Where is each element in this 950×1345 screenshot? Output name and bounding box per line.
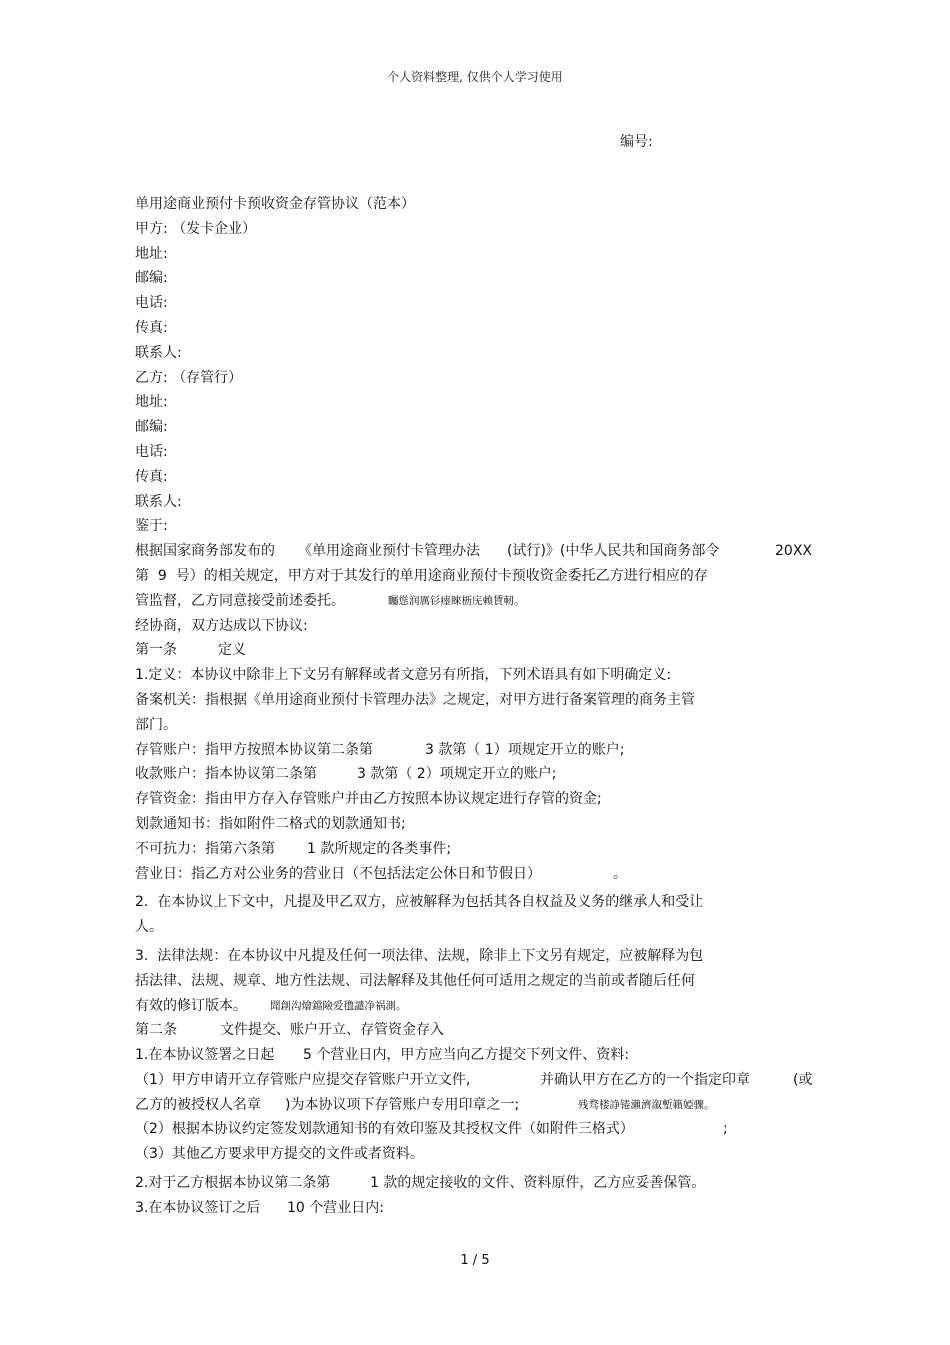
clause-text: (或 [793,1071,813,1088]
clause-text: 并确认甲方在乙方的一个指定印章 [540,1071,750,1088]
clause-1-2: 2. 在本协议上下文中，凡提及甲乙双方，应被解释为包括其各自权益及义务的继承人和受让 [135,894,704,911]
definition-text: 1 款所规定的各类事件; [307,840,452,857]
whereas-label: 鉴于: [135,518,168,535]
recital-line-1 [135,539,825,564]
clause-1-2-line: 人。 [135,919,163,936]
definition-text: 3 款第（ 2）项规定开立的账户; [357,766,557,783]
page-header: 个人资料整理, 仅供个人学习使用 [387,70,563,84]
clause-text: 10 个营业日内: [287,1199,384,1216]
recital-text: 《单用途商业预付卡管理办法 [298,543,480,560]
party-a-fax: 传真: [135,319,168,336]
clause-1-1-line: 备案机关：指根据《单用途商业预付卡管理办法》之规定，对甲方进行备案管理的商务主管 [135,691,695,708]
document-body [135,192,825,1221]
clause-text: （2）根据本协议约定签发划款通知书的有效印鉴及其授权文件（如附件三格式） [135,1121,634,1138]
clause-1-1: 1.定义：本协议中除非上下文另有解释或者文意另有所指，下列术语具有如下明确定义: [135,667,672,684]
definition-custody-account [135,738,825,763]
party-a-contact: 联系人: [135,344,182,361]
recital-line-3 [135,589,825,614]
definition-force-majeure [135,837,825,862]
clause-1-3: 3. 法律法规：在本协议中凡提及任何一项法律、法规，除非上下文另有规定，应被解释为包 [135,947,704,964]
article-heading: 文件提交、账户开立、存管资金存入 [220,1022,444,1039]
party-a-heading: 甲方: （发卡企业） [135,220,257,237]
recital-line-2: 第 9 号）的相关规定，甲方对于其发行的单用途商业预付卡预收资金委托乙方进行相应的存 [135,567,708,584]
clause-text: 2.对于乙方根据本协议第二条第 [135,1175,331,1192]
document-number-label: 编号: [620,134,653,150]
clause-text: ; [723,1121,728,1138]
definition-text: 营业日：指乙方对公业务的营业日（不包括法定公休日和节假日） [135,865,541,882]
article-1-title [135,638,825,663]
definition-text: 存管账户：指甲方按照本协议第二条第 [135,741,373,758]
recital-text: 根据国家商务部发布的 [135,543,275,560]
party-b-contact: 联系人: [135,493,182,510]
party-a-phone: 电话: [135,295,168,312]
definition-text: 收款账户：指本协议第二条第 [135,766,317,783]
page-number: 1 / 5 [460,1253,490,1268]
clause-text: 1 款的规定接收的文件、资料原件，乙方应妥善保管。 [370,1175,706,1192]
clause-text: 3.在本协议签订之后 [135,1199,261,1216]
garbled-tag: 矚慫润厲钐瘗睞枥庑赖賃軔。 [388,594,525,607]
definition-business-day [135,862,825,887]
recital-text: (试行)》(中华人民共和国商务部令 [507,543,720,560]
article-number: 第二条 [135,1022,177,1039]
clause-text: （1）甲方申请开立存管账户应提交存管账户开立文件, [135,1071,471,1088]
party-b-fax: 传真: [135,468,168,485]
clause-text: 1.在本协议签署之日起 [135,1047,275,1064]
article-number: 第一条 [135,642,177,659]
party-b-heading: 乙方: （存管行） [135,369,243,386]
garbled-tag: 聞創沟燴鐺險爱氇譴净祸測。 [270,999,407,1012]
definition-text: 。 [613,865,627,882]
clause-2-1-item-3: （3）其他乙方要求甲方提交的文件或者资料。 [135,1146,424,1163]
document-title: 单用途商业预付卡预收资金存管协议（范本） [135,196,415,212]
clause-1-3-line [135,994,825,1019]
clause-text: 乙方的被授权人名章 [135,1096,261,1113]
recital-text: 20XX [775,543,812,560]
party-a-address: 地址: [135,245,168,262]
definition-text: 3 款第（ 1）项规定开立的账户; [425,741,625,758]
party-b-address: 地址: [135,394,168,411]
clause-2-1-item-2 [135,1117,825,1142]
party-b-postcode: 邮编: [135,419,168,436]
definition-transfer-notice: 划款通知书：指如附件二格式的划款通知书; [135,815,406,832]
clause-1-1-line: 部门。 [135,716,177,733]
definition-receiving-account [135,762,825,787]
clause-2-2 [135,1171,825,1196]
clause-2-1-item-1 [135,1068,825,1093]
definition-text: 不可抗力：指第六条第 [135,840,275,857]
clause-2-1-item-1-line [135,1093,825,1118]
party-a-postcode: 邮编: [135,270,168,287]
article-2-title [135,1018,825,1043]
clause-text: 5 个营业日内，甲方应当向乙方提交下列文件、资料: [303,1047,630,1064]
clause-2-3 [135,1196,825,1221]
party-b-phone: 电话: [135,443,168,460]
recital-text: 管监督，乙方同意接受前述委托。 [135,592,345,609]
clause-1-3-line: 括法律、法规、规章、地方性法规、司法解释及其他任何可适用之规定的当前或者随后任何 [135,972,695,989]
definition-custody-funds: 存管资金：指由甲方存入存管账户并由乙方按照本协议规定进行存管的资金; [135,791,602,808]
clause-text: 有效的修订版本。 [135,997,247,1014]
garbled-tag: 残骛楼諍锩瀨濟溆塹籟婭骤。 [578,1098,715,1111]
article-heading: 定义 [218,642,246,659]
clause-2-1 [135,1043,825,1068]
clause-text: )为本协议项下存管账户专用印章之一; [285,1096,520,1113]
agreement-intro: 经协商，双方达成以下协议: [135,617,308,634]
